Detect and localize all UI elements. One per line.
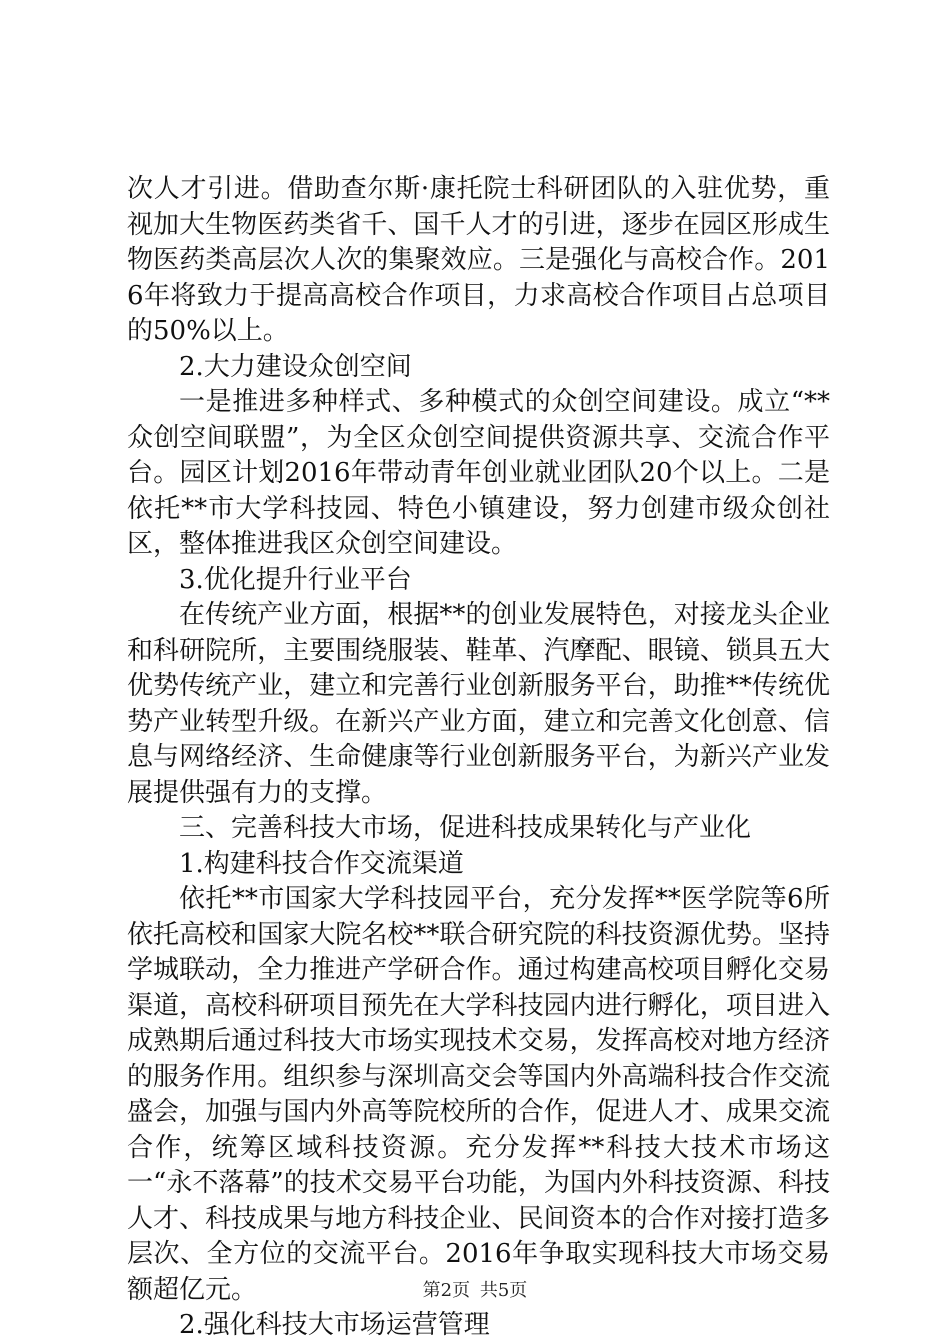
heading-cooperation-channel: 1.构建科技合作交流渠道 xyxy=(179,848,464,879)
paragraph-maker-space: 一是推进多种样式、多种模式的众创空间建设。成立“**众创空间联盟”，为全区众创空间提供资源共享、交流合作平台。园区计划2016年带动青年创业就业团队20个以上。二是依托**市大学科技园、特色小镇建设，努力创建市级众创社区，整体推进我区众创空间建设。 xyxy=(127,387,830,559)
page-number: 第2页 xyxy=(422,1280,471,1301)
page-total: 共5页 xyxy=(479,1280,528,1301)
heading-maker-space: 2.大力建设众创空间 xyxy=(179,351,412,382)
paragraph-cooperation-channel: 依托**市国家大学科技园平台，充分发挥**医学院等6所依托高校和国家大院名校**联合研究院的科技资源优势。坚持学城联动，全力推进产学研合作。通过构建高校项目孵化交易渠道，高校科研项目预先在大学科技园内进行孵化，项目进入成熟期后通过科技大市场实现技术交易，发挥高校对地方经济的服务作用。组织参与深圳高交会等国内外高端科技合作交流盛会，加强与国内外高等院校所的合作，促进人才、成果交流合作，统筹区域科技资源。充分发挥**科技大技术市场这一“永不落幕”的技术交易平台功能，为国内外科技资源、科技人才、科技成果与地方科技企业、民间资本的合作对接打造多层次、全方位的交流平台。2016年争取实现科技大市场交易额超亿元。 xyxy=(127,884,830,1305)
document-body xyxy=(127,172,830,1344)
paragraph-talent-introduction: 次人才引进。借助查尔斯·康托院士科研团队的入驻优势，重视加大生物医药类省千、国千人才的引进，逐步在园区形成生物医药类高层次人次的集聚效应。三是强化与高校合作。2016年将致力于提高高校合作项目，力求高校合作项目占总项目的50%以上。 xyxy=(127,174,830,346)
heading-industry-platform: 3.优化提升行业平台 xyxy=(179,564,412,595)
heading-market-management: 2.强化科技大市场运营管理 xyxy=(179,1310,490,1340)
paragraph-industry-platform: 在传统产业方面，根据**的创业发展特色，对接龙头企业和科研院所，主要围绕服装、鞋革、汽摩配、眼镜、锁具五大优势传统产业，建立和完善行业创新服务平台，助推**传统优势产业转型升级。在新兴产业方面，建立和完善文化创意、信息与网络经济、生命健康等行业创新服务平台，为新兴产业发展提供强有力的支撑。 xyxy=(127,600,830,808)
page-footer xyxy=(0,1276,950,1302)
heading-section-three: 三、完善科技大市场，促进科技成果转化与产业化 xyxy=(179,813,752,843)
